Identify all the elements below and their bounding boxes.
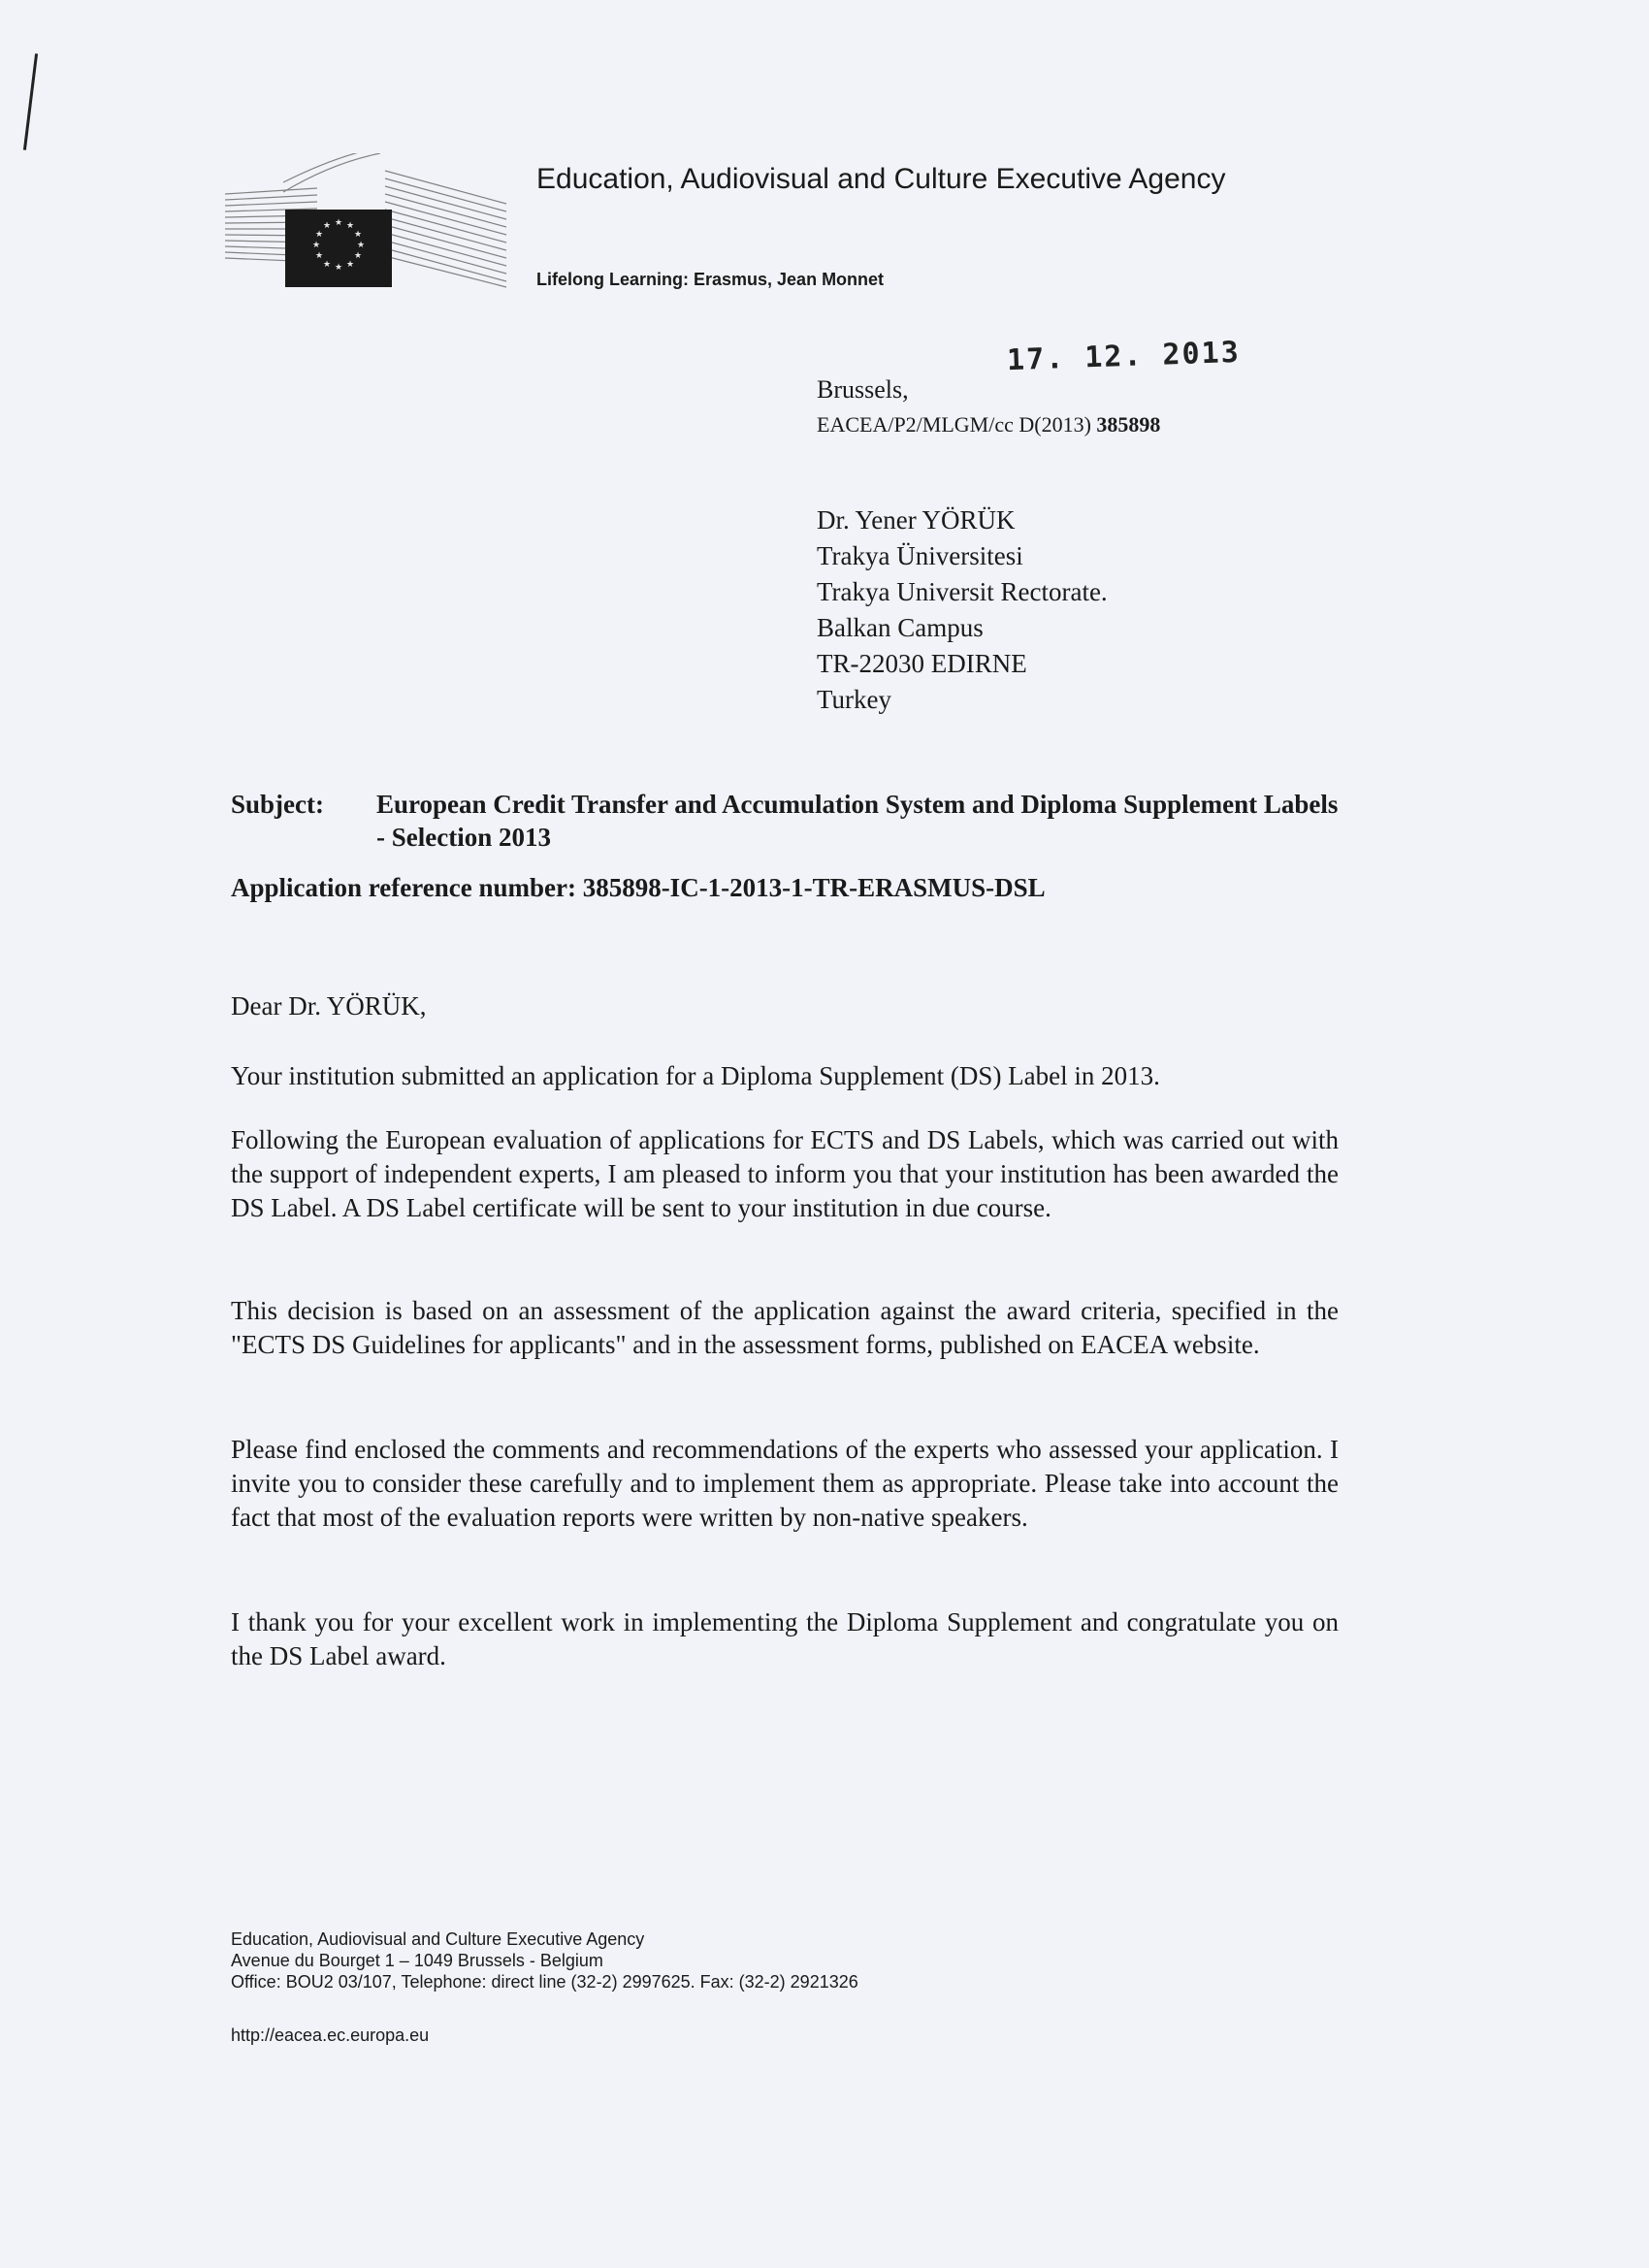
recipient-line-3: Trakya Universit Rectorate.	[817, 577, 1108, 606]
svg-text:★: ★	[354, 251, 363, 261]
application-reference: Application reference number: 385898-IC-1-2013-1-TR-ERASMUS-DSL	[231, 873, 1046, 902]
recipient-address	[817, 502, 1108, 718]
recipient-line-5: TR-22030 EDIRNE	[817, 649, 1027, 678]
programme-name: Lifelong Learning: Erasmus, Jean Monnet	[536, 270, 885, 289]
svg-text:★: ★	[315, 230, 324, 240]
svg-text:★: ★	[357, 241, 366, 250]
recipient-line-2: Trakya Üniversitesi	[817, 541, 1023, 570]
svg-text:★: ★	[312, 241, 321, 250]
body-paragraph-4: Please find enclosed the comments and recommendations of the experts who assessed your application. I invite you to consider these carefully and to implement them as appropriate. Please take into account the fact that most of the evaluation reports were written by non-native speakers.	[231, 1435, 1339, 1532]
svg-text:★: ★	[354, 230, 363, 240]
agency-name: Education, Audiovisual and Culture Executive Agency	[536, 163, 1226, 195]
eu-flag-logo-icon	[225, 153, 516, 289]
body-paragraph-2: Following the European evaluation of applications for ECTS and DS Labels, which was carried out with the support of independent experts, I am pleased to inform you that your institution has been awarded the DS Label. A DS Label certificate will be sent to your institution in due course.	[231, 1125, 1339, 1222]
footer-line-1: Education, Audiovisual and Culture Executive Agency	[231, 1929, 645, 1949]
svg-text:★: ★	[346, 260, 355, 270]
svg-text:★: ★	[346, 221, 355, 231]
footer-address	[231, 1928, 858, 1993]
footer-line-3: Office: BOU2 03/107, Telephone: direct line (32-2) 2997625. Fax: (32-2) 2921326	[231, 1972, 858, 1992]
footer-line-2: Avenue du Bourget 1 – 1049 Brussels - Belgium	[231, 1951, 603, 1970]
body-paragraph-3: This decision is based on an assessment of the application against the award criteria, specified in the "ECTS DS Guidelines for applicants" and in the assessment forms, published on EACEA website.	[231, 1296, 1339, 1359]
salutation: Dear Dr. YÖRÜK,	[231, 991, 427, 1021]
handwritten-date-stamp: 17. 12. 2013	[1006, 335, 1242, 378]
reference-prefix: EACEA/P2/MLGM/cc D(2013)	[817, 412, 1091, 437]
reference-line	[817, 408, 1160, 440]
place-line: Brussels,	[817, 375, 909, 404]
reference-number: 385898	[1096, 412, 1161, 437]
svg-text:★: ★	[323, 260, 332, 270]
body-paragraph-1: Your institution submitted an application for a Diploma Supplement (DS) Label in 2013.	[231, 1061, 1160, 1090]
svg-text:★: ★	[335, 218, 343, 228]
scan-pen-mark	[23, 53, 38, 150]
svg-text:★: ★	[335, 263, 343, 273]
subject-text: European Credit Transfer and Accumulation System and Diploma Supplement Labels - Selection 2013	[376, 790, 1339, 852]
svg-text:★: ★	[315, 251, 324, 261]
footer-url-link[interactable]: http://eacea.ec.europa.eu	[231, 2025, 430, 2045]
recipient-line-6: Turkey	[817, 685, 892, 714]
recipient-name: Dr. Yener YÖRÜK	[817, 505, 1016, 535]
body-paragraph-5: I thank you for your excellent work in implementing the Diploma Supplement and congratulate you on the DS Label award.	[231, 1607, 1339, 1670]
subject-label: Subject:	[231, 790, 324, 819]
recipient-line-4: Balkan Campus	[817, 613, 984, 642]
svg-text:★: ★	[323, 221, 332, 231]
